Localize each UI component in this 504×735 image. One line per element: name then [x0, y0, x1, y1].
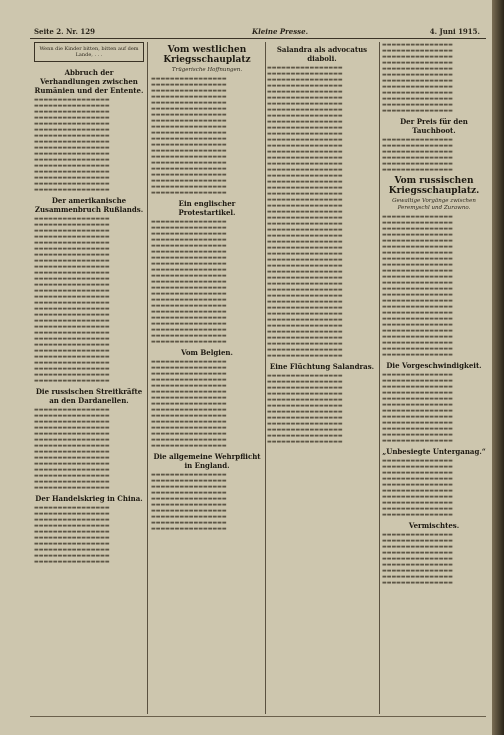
article-heading: Eine Flüchtung Salandras. [269, 362, 375, 371]
column-rule [265, 42, 266, 714]
article-heading: Die allgemeine Wehrpflicht in England. [153, 452, 261, 470]
article-body: ▬▬▬▬▬▬▬▬▬▬▬▬▬▬▬ ▬▬▬▬▬▬▬▬▬▬▬▬▬▬▬ ▬▬▬▬▬▬▬▬▬▬▬▬▬▬▬ ▬▬▬▬▬▬▬▬▬▬▬▬▬▬▬ ▬▬▬▬▬▬▬▬▬▬▬▬▬▬▬ ▬▬▬▬▬▬▬▬▬▬▬▬▬▬▬ ▬▬▬▬▬▬▬▬▬▬▬▬▬▬▬ ▬▬▬▬▬▬▬▬▬▬▬▬▬▬▬ ▬▬▬▬▬▬▬▬▬▬▬▬▬▬▬ [382, 532, 453, 586]
page-binding-edge [492, 0, 504, 735]
article-body: ▬▬▬▬▬▬▬▬▬▬▬▬▬▬▬ ▬▬▬▬▬▬▬▬▬▬▬▬▬▬▬ ▬▬▬▬▬▬▬▬▬▬▬▬▬▬▬ ▬▬▬▬▬▬▬▬▬▬▬▬▬▬▬ ▬▬▬▬▬▬▬▬▬▬▬▬▬▬▬ ▬▬▬▬▬▬▬▬▬▬▬▬▬▬▬ ▬▬▬▬▬▬▬▬▬▬▬▬▬▬▬ ▬▬▬▬▬▬▬▬▬▬▬▬▬▬▬ ▬▬▬▬▬▬▬▬▬▬▬▬▬▬▬ ▬▬▬▬▬▬▬▬▬▬▬▬▬▬▬ ▬▬▬▬▬▬▬▬▬▬▬▬▬▬▬ ▬▬▬▬▬▬▬▬▬▬▬▬▬▬▬ [382, 42, 453, 114]
page-header [30, 26, 486, 39]
article-body: ▬▬▬▬▬▬▬▬▬▬▬▬▬▬▬▬ ▬▬▬▬▬▬▬▬▬▬▬▬▬▬▬▬ ▬▬▬▬▬▬▬▬▬▬▬▬▬▬▬▬ ▬▬▬▬▬▬▬▬▬▬▬▬▬▬▬▬ ▬▬▬▬▬▬▬▬▬▬▬▬▬▬▬▬ ▬▬▬▬▬▬▬▬▬▬▬▬▬▬▬▬ ▬▬▬▬▬▬▬▬▬▬▬▬▬▬▬▬ ▬▬▬▬▬▬▬▬▬▬▬▬▬▬▬▬ ▬▬▬▬▬▬▬▬▬▬▬▬▬▬▬▬ ▬▬▬▬▬▬▬▬▬▬▬▬▬▬▬▬ ▬▬▬▬▬▬▬▬▬▬▬▬▬▬▬▬ ▬▬▬▬▬▬▬▬▬▬▬▬▬▬▬▬ ▬▬▬▬▬▬▬▬▬▬▬▬▬▬▬▬ ▬▬▬▬▬▬▬▬▬▬▬▬▬▬▬▬ ▬▬▬▬▬▬▬▬▬▬▬▬▬▬▬▬ ▬▬▬▬▬▬▬▬▬▬▬▬▬▬▬▬ ▬▬▬▬▬▬▬▬▬▬▬▬▬▬▬▬ ▬▬▬▬▬▬▬▬▬▬▬▬▬▬▬▬ ▬▬▬▬▬▬▬▬▬▬▬▬▬▬▬▬ ▬▬▬▬▬▬▬▬▬▬▬▬▬▬▬▬ ▬▬▬▬▬▬▬▬▬▬▬▬▬▬▬▬ ▬▬▬▬▬▬▬▬▬▬▬▬▬▬▬▬ ▬▬▬▬▬▬▬▬▬▬▬▬▬▬▬▬ ▬▬▬▬▬▬▬▬▬▬▬▬▬▬▬▬ ▬▬▬▬▬▬▬▬▬▬▬▬▬▬▬▬ ▬▬▬▬▬▬▬▬▬▬▬▬▬▬▬▬ ▬▬▬▬▬▬▬▬▬▬▬▬▬▬▬▬ ▬▬▬▬▬▬▬▬▬▬▬▬▬▬▬▬ ▬▬▬▬▬▬▬▬▬▬▬▬▬▬▬▬ ▬▬▬▬▬▬▬▬▬▬▬▬▬▬▬▬ ▬▬▬▬▬▬▬▬▬▬▬▬▬▬▬▬ ▬▬▬▬▬▬▬▬▬▬▬▬▬▬▬▬ ▬▬▬▬▬▬▬▬▬▬▬▬▬▬▬▬ ▬▬▬▬▬▬▬▬▬▬▬▬▬▬▬▬ ▬▬▬▬▬▬▬▬▬▬▬▬▬▬▬▬ ▬▬▬▬▬▬▬▬▬▬▬▬▬▬▬▬ ▬▬▬▬▬▬▬▬▬▬▬▬▬▬▬▬ ▬▬▬▬▬▬▬▬▬▬▬▬▬▬▬▬ ▬▬▬▬▬▬▬▬▬▬▬▬▬▬▬▬ ▬▬▬▬▬▬▬▬▬▬▬▬▬▬▬▬ ▬▬▬▬▬▬▬▬▬▬▬▬▬▬▬▬ ▬▬▬▬▬▬▬▬▬▬▬▬▬▬▬▬ ▬▬▬▬▬▬▬▬▬▬▬▬▬▬▬▬ ▬▬▬▬▬▬▬▬▬▬▬▬▬▬▬▬ ▬▬▬▬▬▬▬▬▬▬▬▬▬▬▬▬ ▬▬▬▬▬▬▬▬▬▬▬▬▬▬▬▬ ▬▬▬▬▬▬▬▬▬▬▬▬▬▬▬▬ ▬▬▬▬▬▬▬▬▬▬▬▬▬▬▬▬ ▬▬▬▬▬▬▬▬▬▬▬▬▬▬▬▬ [267, 65, 343, 359]
article-body: ▬▬▬▬▬▬▬▬▬▬▬▬▬▬▬▬ ▬▬▬▬▬▬▬▬▬▬▬▬▬▬▬▬ ▬▬▬▬▬▬▬▬▬▬▬▬▬▬▬▬ ▬▬▬▬▬▬▬▬▬▬▬▬▬▬▬▬ ▬▬▬▬▬▬▬▬▬▬▬▬▬▬▬▬ ▬▬▬▬▬▬▬▬▬▬▬▬▬▬▬▬ ▬▬▬▬▬▬▬▬▬▬▬▬▬▬▬▬ ▬▬▬▬▬▬▬▬▬▬▬▬▬▬▬▬ ▬▬▬▬▬▬▬▬▬▬▬▬▬▬▬▬ ▬▬▬▬▬▬▬▬▬▬▬▬▬▬▬▬ ▬▬▬▬▬▬▬▬▬▬▬▬▬▬▬▬ ▬▬▬▬▬▬▬▬▬▬▬▬▬▬▬▬ ▬▬▬▬▬▬▬▬▬▬▬▬▬▬▬▬ ▬▬▬▬▬▬▬▬▬▬▬▬▬▬▬▬ ▬▬▬▬▬▬▬▬▬▬▬▬▬▬▬▬ ▬▬▬▬▬▬▬▬▬▬▬▬▬▬▬▬ ▬▬▬▬▬▬▬▬▬▬▬▬▬▬▬▬ ▬▬▬▬▬▬▬▬▬▬▬▬▬▬▬▬ ▬▬▬▬▬▬▬▬▬▬▬▬▬▬▬▬ ▬▬▬▬▬▬▬▬▬▬▬▬▬▬▬▬ ▬▬▬▬▬▬▬▬▬▬▬▬▬▬▬▬ ▬▬▬▬▬▬▬▬▬▬▬▬▬▬▬▬ ▬▬▬▬▬▬▬▬▬▬▬▬▬▬▬▬ ▬▬▬▬▬▬▬▬▬▬▬▬▬▬▬▬ ▬▬▬▬▬▬▬▬▬▬▬▬▬▬▬▬ ▬▬▬▬▬▬▬▬▬▬▬▬▬▬▬▬ ▬▬▬▬▬▬▬▬▬▬▬▬▬▬▬▬ ▬▬▬▬▬▬▬▬▬▬▬▬▬▬▬▬ [34, 216, 110, 384]
article-body: ▬▬▬▬▬▬▬▬▬▬▬▬▬▬▬ ▬▬▬▬▬▬▬▬▬▬▬▬▬▬▬ ▬▬▬▬▬▬▬▬▬▬▬▬▬▬▬ ▬▬▬▬▬▬▬▬▬▬▬▬▬▬▬ ▬▬▬▬▬▬▬▬▬▬▬▬▬▬▬ ▬▬▬▬▬▬▬▬▬▬▬▬▬▬▬ ▬▬▬▬▬▬▬▬▬▬▬▬▬▬▬ ▬▬▬▬▬▬▬▬▬▬▬▬▬▬▬ ▬▬▬▬▬▬▬▬▬▬▬▬▬▬▬ ▬▬▬▬▬▬▬▬▬▬▬▬▬▬▬ ▬▬▬▬▬▬▬▬▬▬▬▬▬▬▬ ▬▬▬▬▬▬▬▬▬▬▬▬▬▬▬ ▬▬▬▬▬▬▬▬▬▬▬▬▬▬▬ ▬▬▬▬▬▬▬▬▬▬▬▬▬▬▬ ▬▬▬▬▬▬▬▬▬▬▬▬▬▬▬ ▬▬▬▬▬▬▬▬▬▬▬▬▬▬▬ ▬▬▬▬▬▬▬▬▬▬▬▬▬▬▬ ▬▬▬▬▬▬▬▬▬▬▬▬▬▬▬ ▬▬▬▬▬▬▬▬▬▬▬▬▬▬▬ ▬▬▬▬▬▬▬▬▬▬▬▬▬▬▬ ▬▬▬▬▬▬▬▬▬▬▬▬▬▬▬ ▬▬▬▬▬▬▬▬▬▬▬▬▬▬▬ ▬▬▬▬▬▬▬▬▬▬▬▬▬▬▬ ▬▬▬▬▬▬▬▬▬▬▬▬▬▬▬ [382, 214, 453, 358]
section-subheading: Gewaltige Vorgänge zwischen Peremyschl und Zurawno. [392, 198, 476, 211]
article-heading: Der Preis für den Tauchboot. [400, 117, 468, 135]
article-body: ▬▬▬▬▬▬▬▬▬▬▬▬▬▬▬ ▬▬▬▬▬▬▬▬▬▬▬▬▬▬▬ ▬▬▬▬▬▬▬▬▬▬▬▬▬▬▬ ▬▬▬▬▬▬▬▬▬▬▬▬▬▬▬ ▬▬▬▬▬▬▬▬▬▬▬▬▬▬▬ ▬▬▬▬▬▬▬▬▬▬▬▬▬▬▬ ▬▬▬▬▬▬▬▬▬▬▬▬▬▬▬ ▬▬▬▬▬▬▬▬▬▬▬▬▬▬▬ ▬▬▬▬▬▬▬▬▬▬▬▬▬▬▬ ▬▬▬▬▬▬▬▬▬▬▬▬▬▬▬ ▬▬▬▬▬▬▬▬▬▬▬▬▬▬▬ ▬▬▬▬▬▬▬▬▬▬▬▬▬▬▬ [382, 372, 453, 444]
bottom-rule [30, 716, 486, 717]
issue-date: 4. Juni 1915. [429, 27, 480, 36]
section-heading: Vom russischen Kriegsschauplatz. [388, 176, 480, 196]
article-body: ▬▬▬▬▬▬▬▬▬▬▬▬▬▬▬▬ ▬▬▬▬▬▬▬▬▬▬▬▬▬▬▬▬ ▬▬▬▬▬▬▬▬▬▬▬▬▬▬▬▬ ▬▬▬▬▬▬▬▬▬▬▬▬▬▬▬▬ ▬▬▬▬▬▬▬▬▬▬▬▬▬▬▬▬ ▬▬▬▬▬▬▬▬▬▬▬▬▬▬▬▬ ▬▬▬▬▬▬▬▬▬▬▬▬▬▬▬▬ ▬▬▬▬▬▬▬▬▬▬▬▬▬▬▬▬ ▬▬▬▬▬▬▬▬▬▬▬▬▬▬▬▬ ▬▬▬▬▬▬▬▬▬▬▬▬▬▬▬▬ [151, 472, 227, 532]
article-body: ▬▬▬▬▬▬▬▬▬▬▬▬▬▬▬▬ ▬▬▬▬▬▬▬▬▬▬▬▬▬▬▬▬ ▬▬▬▬▬▬▬▬▬▬▬▬▬▬▬▬ ▬▬▬▬▬▬▬▬▬▬▬▬▬▬▬▬ ▬▬▬▬▬▬▬▬▬▬▬▬▬▬▬▬ ▬▬▬▬▬▬▬▬▬▬▬▬▬▬▬▬ ▬▬▬▬▬▬▬▬▬▬▬▬▬▬▬▬ ▬▬▬▬▬▬▬▬▬▬▬▬▬▬▬▬ ▬▬▬▬▬▬▬▬▬▬▬▬▬▬▬▬ ▬▬▬▬▬▬▬▬▬▬▬▬▬▬▬▬ ▬▬▬▬▬▬▬▬▬▬▬▬▬▬▬▬ ▬▬▬▬▬▬▬▬▬▬▬▬▬▬▬▬ ▬▬▬▬▬▬▬▬▬▬▬▬▬▬▬▬ ▬▬▬▬▬▬▬▬▬▬▬▬▬▬▬▬ [34, 407, 110, 491]
article-heading: Abbruch der Verhandlungen zwischen Rumänien und der Entente. [34, 68, 144, 95]
article-heading: Der amerikanische Zusammenbruch Rußlands. [34, 196, 144, 214]
section-heading: Vom westlichen Kriegsschauplatz [163, 45, 251, 65]
column-3 [267, 42, 377, 714]
article-heading: Die Vorgeschwindigkeit. [386, 361, 482, 370]
article-heading: Vom Belgien. [181, 348, 233, 357]
notice-box: Wenn die Kinder bitten, bitten auf dem Lande, . . . [34, 42, 144, 62]
article-heading: Ein englischer Protestartikel. [178, 199, 236, 217]
section-subheading: Trügerische Hoffnungen. [171, 67, 243, 73]
page-number: Seite 2. Nr. 129 [34, 27, 95, 36]
article-heading: Die russischen Streitkräfte an den Dardanellen. [35, 387, 143, 405]
newspaper-name: Kleine Presse. [252, 27, 309, 36]
column-4 [382, 42, 486, 714]
column-rule [147, 42, 148, 714]
article-body: ▬▬▬▬▬▬▬▬▬▬▬▬▬▬▬ ▬▬▬▬▬▬▬▬▬▬▬▬▬▬▬ ▬▬▬▬▬▬▬▬▬▬▬▬▬▬▬ ▬▬▬▬▬▬▬▬▬▬▬▬▬▬▬ ▬▬▬▬▬▬▬▬▬▬▬▬▬▬▬ ▬▬▬▬▬▬▬▬▬▬▬▬▬▬▬ [382, 137, 453, 173]
article-heading: „Unbesiegte Unterganag.“ [382, 447, 486, 456]
article-body: ▬▬▬▬▬▬▬▬▬▬▬▬▬▬▬▬ ▬▬▬▬▬▬▬▬▬▬▬▬▬▬▬▬ ▬▬▬▬▬▬▬▬▬▬▬▬▬▬▬▬ ▬▬▬▬▬▬▬▬▬▬▬▬▬▬▬▬ ▬▬▬▬▬▬▬▬▬▬▬▬▬▬▬▬ ▬▬▬▬▬▬▬▬▬▬▬▬▬▬▬▬ ▬▬▬▬▬▬▬▬▬▬▬▬▬▬▬▬ ▬▬▬▬▬▬▬▬▬▬▬▬▬▬▬▬ ▬▬▬▬▬▬▬▬▬▬▬▬▬▬▬▬ ▬▬▬▬▬▬▬▬▬▬▬▬▬▬▬▬ ▬▬▬▬▬▬▬▬▬▬▬▬▬▬▬▬ ▬▬▬▬▬▬▬▬▬▬▬▬▬▬▬▬ ▬▬▬▬▬▬▬▬▬▬▬▬▬▬▬▬ ▬▬▬▬▬▬▬▬▬▬▬▬▬▬▬▬ ▬▬▬▬▬▬▬▬▬▬▬▬▬▬▬▬ ▬▬▬▬▬▬▬▬▬▬▬▬▬▬▬▬ ▬▬▬▬▬▬▬▬▬▬▬▬▬▬▬▬ ▬▬▬▬▬▬▬▬▬▬▬▬▬▬▬▬ ▬▬▬▬▬▬▬▬▬▬▬▬▬▬▬▬ ▬▬▬▬▬▬▬▬▬▬▬▬▬▬▬▬ ▬▬▬▬▬▬▬▬▬▬▬▬▬▬▬▬ [151, 219, 227, 345]
article-body: ▬▬▬▬▬▬▬▬▬▬▬▬▬▬▬▬ ▬▬▬▬▬▬▬▬▬▬▬▬▬▬▬▬ ▬▬▬▬▬▬▬▬▬▬▬▬▬▬▬▬ ▬▬▬▬▬▬▬▬▬▬▬▬▬▬▬▬ ▬▬▬▬▬▬▬▬▬▬▬▬▬▬▬▬ ▬▬▬▬▬▬▬▬▬▬▬▬▬▬▬▬ ▬▬▬▬▬▬▬▬▬▬▬▬▬▬▬▬ ▬▬▬▬▬▬▬▬▬▬▬▬▬▬▬▬ ▬▬▬▬▬▬▬▬▬▬▬▬▬▬▬▬ ▬▬▬▬▬▬▬▬▬▬▬▬▬▬▬▬ [34, 505, 110, 565]
article-body: ▬▬▬▬▬▬▬▬▬▬▬▬▬▬▬▬ ▬▬▬▬▬▬▬▬▬▬▬▬▬▬▬▬ ▬▬▬▬▬▬▬▬▬▬▬▬▬▬▬▬ ▬▬▬▬▬▬▬▬▬▬▬▬▬▬▬▬ ▬▬▬▬▬▬▬▬▬▬▬▬▬▬▬▬ ▬▬▬▬▬▬▬▬▬▬▬▬▬▬▬▬ ▬▬▬▬▬▬▬▬▬▬▬▬▬▬▬▬ ▬▬▬▬▬▬▬▬▬▬▬▬▬▬▬▬ ▬▬▬▬▬▬▬▬▬▬▬▬▬▬▬▬ ▬▬▬▬▬▬▬▬▬▬▬▬▬▬▬▬ ▬▬▬▬▬▬▬▬▬▬▬▬▬▬▬▬ ▬▬▬▬▬▬▬▬▬▬▬▬▬▬▬▬ ▬▬▬▬▬▬▬▬▬▬▬▬▬▬▬▬ ▬▬▬▬▬▬▬▬▬▬▬▬▬▬▬▬ ▬▬▬▬▬▬▬▬▬▬▬▬▬▬▬▬ [151, 359, 227, 449]
column-2 [151, 42, 263, 714]
article-heading: Salandra als advocatus diaboli. [276, 45, 368, 63]
article-body: ▬▬▬▬▬▬▬▬▬▬▬▬▬▬▬ ▬▬▬▬▬▬▬▬▬▬▬▬▬▬▬ ▬▬▬▬▬▬▬▬▬▬▬▬▬▬▬ ▬▬▬▬▬▬▬▬▬▬▬▬▬▬▬ ▬▬▬▬▬▬▬▬▬▬▬▬▬▬▬ ▬▬▬▬▬▬▬▬▬▬▬▬▬▬▬ ▬▬▬▬▬▬▬▬▬▬▬▬▬▬▬ ▬▬▬▬▬▬▬▬▬▬▬▬▬▬▬ ▬▬▬▬▬▬▬▬▬▬▬▬▬▬▬ ▬▬▬▬▬▬▬▬▬▬▬▬▬▬▬ [382, 458, 453, 518]
article-heading: Der Handelskrieg in China. [35, 494, 143, 503]
article-body: ▬▬▬▬▬▬▬▬▬▬▬▬▬▬▬▬ ▬▬▬▬▬▬▬▬▬▬▬▬▬▬▬▬ ▬▬▬▬▬▬▬▬▬▬▬▬▬▬▬▬ ▬▬▬▬▬▬▬▬▬▬▬▬▬▬▬▬ ▬▬▬▬▬▬▬▬▬▬▬▬▬▬▬▬ ▬▬▬▬▬▬▬▬▬▬▬▬▬▬▬▬ ▬▬▬▬▬▬▬▬▬▬▬▬▬▬▬▬ ▬▬▬▬▬▬▬▬▬▬▬▬▬▬▬▬ ▬▬▬▬▬▬▬▬▬▬▬▬▬▬▬▬ ▬▬▬▬▬▬▬▬▬▬▬▬▬▬▬▬ ▬▬▬▬▬▬▬▬▬▬▬▬▬▬▬▬ ▬▬▬▬▬▬▬▬▬▬▬▬▬▬▬▬ [267, 373, 343, 445]
article-heading: Vermischtes. [408, 521, 460, 530]
column-rule [379, 42, 380, 714]
article-body: ▬▬▬▬▬▬▬▬▬▬▬▬▬▬▬▬ ▬▬▬▬▬▬▬▬▬▬▬▬▬▬▬▬ ▬▬▬▬▬▬▬▬▬▬▬▬▬▬▬▬ ▬▬▬▬▬▬▬▬▬▬▬▬▬▬▬▬ ▬▬▬▬▬▬▬▬▬▬▬▬▬▬▬▬ ▬▬▬▬▬▬▬▬▬▬▬▬▬▬▬▬ ▬▬▬▬▬▬▬▬▬▬▬▬▬▬▬▬ ▬▬▬▬▬▬▬▬▬▬▬▬▬▬▬▬ ▬▬▬▬▬▬▬▬▬▬▬▬▬▬▬▬ ▬▬▬▬▬▬▬▬▬▬▬▬▬▬▬▬ ▬▬▬▬▬▬▬▬▬▬▬▬▬▬▬▬ ▬▬▬▬▬▬▬▬▬▬▬▬▬▬▬▬ ▬▬▬▬▬▬▬▬▬▬▬▬▬▬▬▬ ▬▬▬▬▬▬▬▬▬▬▬▬▬▬▬▬ ▬▬▬▬▬▬▬▬▬▬▬▬▬▬▬▬ ▬▬▬▬▬▬▬▬▬▬▬▬▬▬▬▬ ▬▬▬▬▬▬▬▬▬▬▬▬▬▬▬▬ ▬▬▬▬▬▬▬▬▬▬▬▬▬▬▬▬ ▬▬▬▬▬▬▬▬▬▬▬▬▬▬▬▬ ▬▬▬▬▬▬▬▬▬▬▬▬▬▬▬▬ [151, 76, 227, 196]
article-body: ▬▬▬▬▬▬▬▬▬▬▬▬▬▬▬▬ ▬▬▬▬▬▬▬▬▬▬▬▬▬▬▬▬ ▬▬▬▬▬▬▬▬▬▬▬▬▬▬▬▬ ▬▬▬▬▬▬▬▬▬▬▬▬▬▬▬▬ ▬▬▬▬▬▬▬▬▬▬▬▬▬▬▬▬ ▬▬▬▬▬▬▬▬▬▬▬▬▬▬▬▬ ▬▬▬▬▬▬▬▬▬▬▬▬▬▬▬▬ ▬▬▬▬▬▬▬▬▬▬▬▬▬▬▬▬ ▬▬▬▬▬▬▬▬▬▬▬▬▬▬▬▬ ▬▬▬▬▬▬▬▬▬▬▬▬▬▬▬▬ ▬▬▬▬▬▬▬▬▬▬▬▬▬▬▬▬ ▬▬▬▬▬▬▬▬▬▬▬▬▬▬▬▬ ▬▬▬▬▬▬▬▬▬▬▬▬▬▬▬▬ ▬▬▬▬▬▬▬▬▬▬▬▬▬▬▬▬ ▬▬▬▬▬▬▬▬▬▬▬▬▬▬▬▬ ▬▬▬▬▬▬▬▬▬▬▬▬▬▬▬▬ [34, 97, 110, 193]
column-1 [34, 42, 144, 714]
